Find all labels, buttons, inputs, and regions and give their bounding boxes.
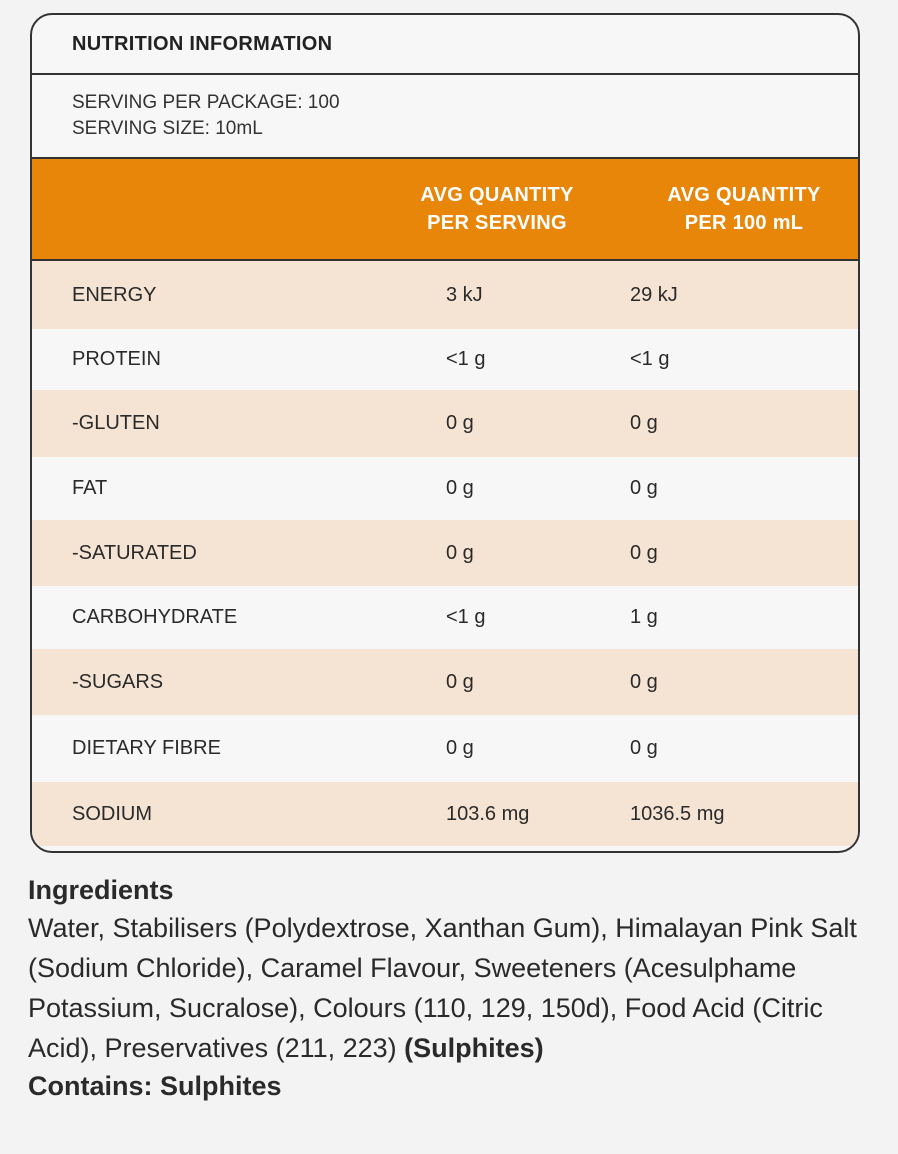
serving-info <box>32 75 858 157</box>
nutrient-name: PROTEIN <box>72 348 161 370</box>
nutrient-name: ENERGY <box>72 283 157 306</box>
value-per-serving: 0 g <box>446 541 474 564</box>
nutrient-name: FAT <box>72 477 108 499</box>
ingredients-text <box>28 908 868 1068</box>
table-row <box>32 329 858 390</box>
value-per-100ml: 1036.5 mg <box>630 802 725 825</box>
value-per-100ml: 29 kJ <box>630 283 678 306</box>
value-per-100ml: <1 g <box>630 348 670 370</box>
value-per-100ml: 0 g <box>630 412 658 434</box>
ingredients-list: Water, Stabilisers (Polydextrose, Xanthan Gum), Himalayan Pink Salt (Sodium Chloride), Caramel Flavour, Sweeteners (Acesulphame Potassium, Sucralose), Colours (110, 129, 150d), Food Acid (Citric Acid), Preservatives (211, 223) <box>28 913 857 1063</box>
header-per-serving: AVG QUANTITY PER SERVING <box>420 184 574 234</box>
table-row <box>32 649 858 715</box>
table-row <box>32 715 858 782</box>
nutrition-rows <box>32 261 858 846</box>
nutrition-panel <box>30 13 860 853</box>
value-per-serving: <1 g <box>446 348 486 370</box>
contains-statement: Contains: Sulphites <box>28 1071 282 1101</box>
value-per-100ml: 1 g <box>630 606 658 628</box>
value-per-serving: 103.6 mg <box>446 802 530 825</box>
value-per-serving: 0 g <box>446 412 474 434</box>
panel-title: NUTRITION INFORMATION <box>32 15 858 75</box>
value-per-100ml: 0 g <box>630 477 658 499</box>
table-row <box>32 782 858 846</box>
value-per-serving: 0 g <box>446 477 474 499</box>
value-per-serving: 3 kJ <box>446 283 483 306</box>
nutrient-name: CARBOHYDRATE <box>72 606 238 628</box>
table-row <box>32 261 858 329</box>
serving-size: SERVING SIZE: 10mL <box>72 118 263 139</box>
table-header <box>32 157 858 261</box>
allergen-inline: (Sulphites) <box>404 1033 544 1063</box>
value-per-serving: <1 g <box>446 606 486 628</box>
nutrient-name: -SUGARS <box>72 670 164 693</box>
value-per-100ml: 0 g <box>630 670 658 693</box>
table-row <box>32 586 858 649</box>
value-per-100ml: 0 g <box>630 541 658 564</box>
header-per-100ml: AVG QUANTITY PER 100 mL <box>667 184 821 234</box>
value-per-serving: 0 g <box>446 670 474 693</box>
table-row <box>32 390 858 457</box>
ingredients-title: Ingredients <box>28 875 174 905</box>
nutrient-name: DIETARY FIBRE <box>72 737 221 759</box>
value-per-100ml: 0 g <box>630 737 658 759</box>
nutrient-name: SODIUM <box>72 802 152 825</box>
serving-per-package: SERVING PER PACKAGE: 100 <box>72 92 340 113</box>
nutrient-name: -GLUTEN <box>72 412 160 434</box>
ingredients-section <box>28 872 868 1104</box>
value-per-serving: 0 g <box>446 737 474 759</box>
nutrient-name: -SATURATED <box>72 541 197 564</box>
table-row <box>32 520 858 586</box>
table-row <box>32 457 858 520</box>
